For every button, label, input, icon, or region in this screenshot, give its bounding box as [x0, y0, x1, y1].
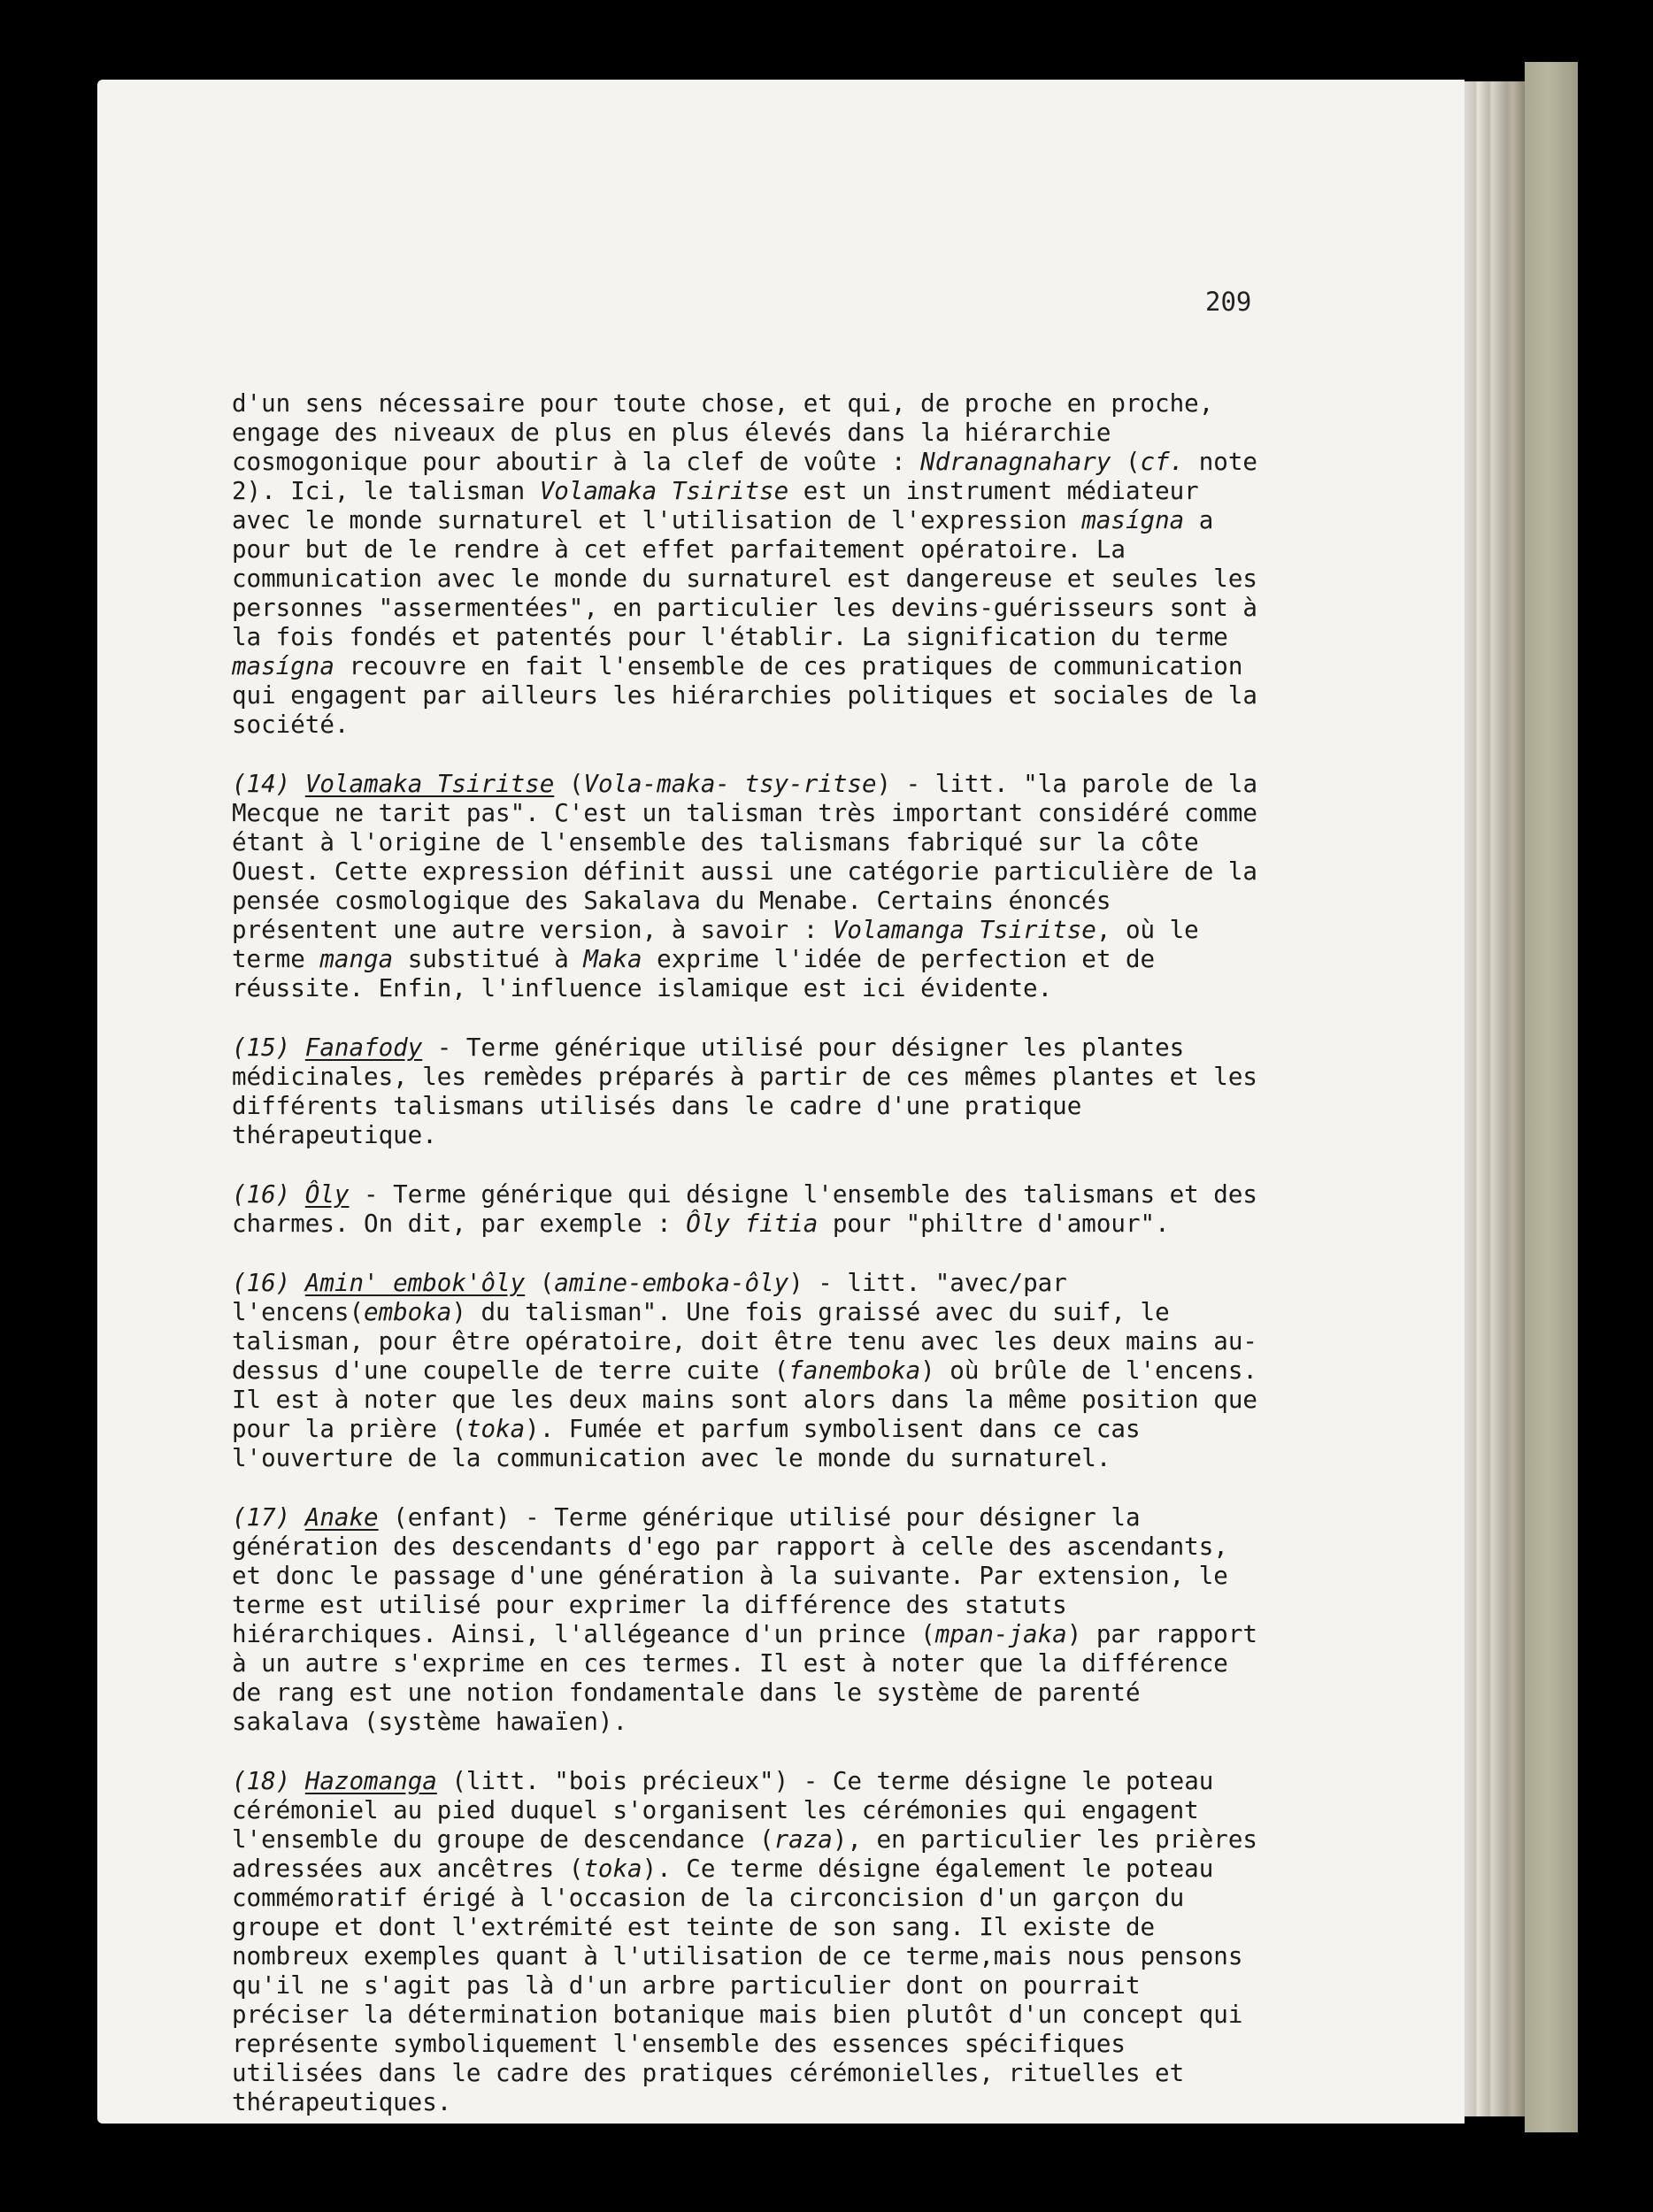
note-number: (16)	[232, 1180, 291, 1209]
page-number: 209	[1205, 287, 1252, 317]
note-16a: (16) Ôly - Terme générique qui désigne l'ensemble des talismans et des charmes. On dit, par exemple : Ôly fitia pour "philtre d'amour".	[232, 1180, 1257, 1238]
note-number: (17)	[232, 1503, 291, 1532]
note-17: (17) Anake (enfant) - Terme générique utilisé pour désigner la génération des descendants d'ego par rapport à celle des ascendants, et donc le passage d'une génération à la suivante. Par extension, le terme est utilisé pour exprimer la différence des statuts hiérarchiques. Ainsi, l'allégeance d'un prince (mpan-jaka) par rapport à un autre s'exprime en ces termes. Il est à noter que la différence de rang est une notion fondamentale dans le système de parenté sakalava (système hawaïen).	[232, 1503, 1257, 1736]
note-number: (15)	[232, 1033, 291, 1062]
note-number: (16)	[232, 1269, 291, 1297]
book-cover-edge	[1525, 62, 1578, 2132]
note-number: (14)	[232, 770, 291, 798]
note-term: Ôly	[304, 1180, 350, 1209]
note-15: (15) Fanafody - Terme générique utilisé pour désigner les plantes médicinales, les remèdes préparés à partir de ces mêmes plantes et les différents talismans utilisés dans le cadre d'une pratique thérapeutique.	[232, 1033, 1257, 1149]
page-edges	[1465, 81, 1525, 2116]
intro-paragraph: d'un sens nécessaire pour toute chose, et qui, de proche en proche, engage des niveaux de plus en plus élevés dans la hiérarchie cosmogonique pour aboutir à la clef de voûte : Ndranagnahary (cf. note 2). Ici, le talisman Volamaka Tsiritse est un instrument médiateur avec le monde surnaturel et l'utilisation de l'expression masígna a pour but de le rendre à cet effet parfaitement opératoire. La communication avec le monde du surnaturel est dangereuse et seules les personnes "assermentées", en particulier les devins-guérisseurs sont à la fois fondés et patentés pour l'établir. La signification du terme masígna recouvre en fait l'ensemble de ces pratiques de communication qui engagent par ailleurs les hiérarchies politiques et sociales de la société.	[232, 389, 1257, 739]
note-18: (18) Hazomanga (litt. "bois précieux") - Ce terme désigne le poteau cérémoniel au pied duquel s'organisent les cérémonies qui engagent l'ensemble du groupe de descendance (raza), en particulier les prières adressées aux ancêtres (toka). Ce terme désigne également le poteau commémoratif érigé à l'occasion de la circoncision d'un garçon du groupe et dont l'extrémité est teinte de son sang. Il existe de nombreux exemples quant à l'utilisation de ce terme,mais nous pensons qu'il ne s'agit pas là d'un arbre particulier dont on pourrait préciser la détermination botanique mais bien plutôt d'un concept qui représente symboliquement l'ensemble des essences spécifiques utilisées dans le cadre des pratiques cérémonielles, rituelles et thérapeutiques.	[232, 1767, 1257, 2116]
body-text	[232, 389, 1272, 2147]
note-number: (18)	[232, 1767, 291, 1795]
note-term: Volamaka Tsiritse	[304, 770, 555, 798]
note-term: Fanafody	[304, 1033, 423, 1062]
note-14: (14) Volamaka Tsiritse (Vola-maka- tsy-ritse) - litt. "la parole de la Mecque ne tarit pas". C'est un talisman très important considéré comme étant à l'origine de l'ensemble des talismans fabriqué sur la côte Ouest. Cette expression définit aussi une catégorie particulière de la pensée cosmologique des Sakalava du Menabe. Certains énoncés présentent une autre version, à savoir : Volamanga Tsiritse, où le terme manga substitué à Maka exprime l'idée de perfection et de réussite. Enfin, l'influence islamique est ici évidente.	[232, 770, 1257, 1002]
note-16b: (16) Amin' embok'ôly (amine-emboka-ôly) - litt. "avec/par l'encens(emboka) du talisman". Une fois graissé avec du suif, le talisman, pour être opératoire, doit être tenu avec les deux mains au-dessus d'une coupelle de terre cuite (fanemboka) où brûle de l'encens. Il est à noter que les deux mains sont alors dans la même position que pour la prière (toka). Fumée et parfum symbolisent dans ce cas l'ouverture de la communication avec le monde du surnaturel.	[232, 1269, 1257, 1472]
note-term: Amin' embok'ôly	[304, 1269, 526, 1297]
note-term: Anake	[304, 1503, 379, 1532]
note-term: Hazomanga	[304, 1767, 437, 1795]
